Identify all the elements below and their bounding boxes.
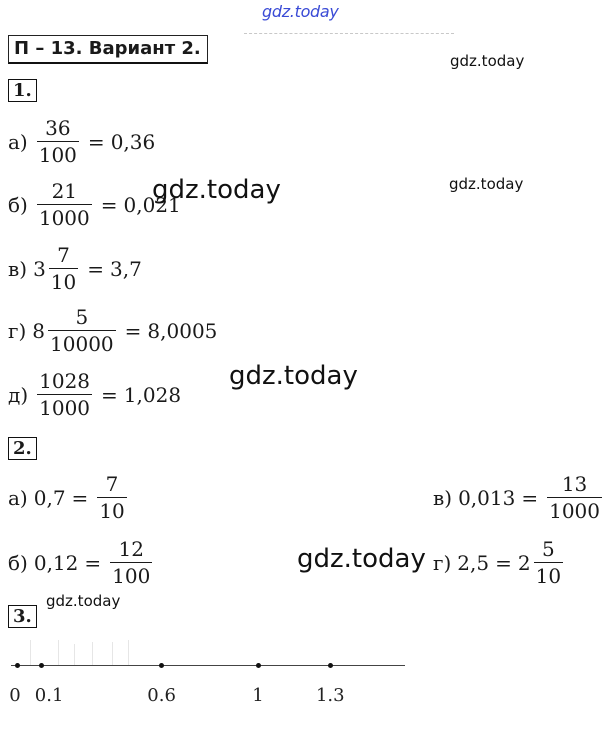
whole-part: 8 [32, 318, 46, 343]
equals-sign: = [495, 550, 512, 575]
number-line-label: 1 [252, 685, 264, 706]
number-line-point [328, 663, 333, 668]
fraction [534, 539, 563, 586]
equals-sign: = [100, 192, 118, 217]
item-letter: в) [8, 256, 28, 281]
decimal-value: 0,12 [33, 550, 79, 575]
fraction [37, 181, 92, 228]
equals-sign: = [101, 382, 118, 407]
item-result: 8,0005 [147, 318, 218, 343]
faint-grid-line [128, 640, 129, 666]
whole-part: 3 [33, 256, 46, 281]
equals-sign: = [521, 485, 539, 510]
watermark: gdz.today [46, 592, 121, 610]
item-letter: д) [8, 382, 29, 407]
numerator: 21 [51, 179, 78, 203]
decimal-value: 0,7 [33, 485, 66, 510]
numerator: 13 [561, 472, 588, 496]
task-2-label [8, 438, 37, 460]
denominator: 1000 [38, 206, 90, 230]
numerator: 5 [75, 305, 89, 329]
task-2-item-d [433, 539, 566, 586]
faint-grid-line [92, 642, 93, 666]
watermark: gdz.today [449, 175, 524, 193]
item-letter: б) [8, 192, 28, 217]
task-1-label [8, 80, 37, 102]
item-letter: а) [8, 485, 28, 510]
denominator: 1000 [549, 499, 600, 523]
watermark: gdz.today [450, 52, 525, 70]
whole-part: 2 [517, 550, 531, 575]
numerator: 12 [118, 537, 144, 561]
task-1-item-d [8, 307, 217, 354]
denominator: 100 [112, 564, 151, 588]
fraction [110, 539, 152, 586]
axis-line [11, 665, 405, 666]
task-2-item-c [433, 474, 605, 521]
task-2-item-b [8, 539, 155, 586]
numerator: 7 [105, 472, 119, 496]
watermark: gdz.today [297, 544, 426, 574]
task-1-item-c [8, 245, 142, 292]
task-2-item-a [8, 474, 130, 521]
denominator: 10000 [50, 332, 114, 356]
faint-grid-line [30, 640, 31, 666]
task-number: 1. [8, 79, 37, 102]
task-1-item-e [8, 371, 181, 418]
denominator: 100 [38, 143, 77, 167]
number-line-label: 0 [9, 685, 21, 706]
number-line-point [159, 663, 164, 668]
item-letter: г) [8, 318, 27, 343]
number-line-point [15, 663, 20, 668]
fraction [37, 371, 92, 418]
fraction [49, 245, 78, 292]
number-line [0, 630, 606, 730]
page-title: П – 13. Вариант 2. [8, 35, 208, 64]
task-number: 2. [8, 437, 37, 460]
fraction [547, 474, 602, 521]
item-letter: в) [433, 485, 453, 510]
equals-sign: = [87, 129, 105, 154]
watermark: gdz.today [229, 361, 358, 391]
number-line-point [39, 663, 44, 668]
denominator: 10 [99, 499, 125, 523]
item-result: 1,028 [123, 382, 182, 407]
equals-sign: = [84, 550, 102, 575]
denominator: 1000 [39, 396, 91, 420]
fraction [37, 118, 79, 165]
number-line-label: 0.1 [34, 685, 64, 706]
watermark-top: gdz.today [262, 2, 339, 21]
item-letter: б) [8, 550, 28, 575]
numerator: 1028 [39, 369, 91, 393]
number-line-point [256, 663, 261, 668]
faint-grid-line [112, 642, 113, 666]
number-line-label: 1.3 [315, 685, 345, 706]
item-result: 0,021 [123, 192, 181, 217]
numerator: 7 [57, 243, 70, 267]
item-result: 0,36 [110, 129, 156, 154]
decimal-value: 2,5 [457, 550, 490, 575]
equals-sign: = [124, 318, 142, 343]
decimal-value: 0,013 [458, 485, 516, 510]
item-letter: г) [433, 550, 452, 575]
fraction [97, 474, 126, 521]
task-1-item-a [8, 118, 155, 165]
faint-grid-line [74, 644, 75, 666]
watermark: gdz.today [152, 175, 281, 205]
equals-sign: = [87, 256, 105, 281]
number-line-label: 0.6 [147, 685, 176, 706]
numerator: 36 [45, 116, 71, 140]
fraction [48, 307, 116, 354]
item-result: 3,7 [110, 256, 142, 281]
equals-sign: = [71, 485, 89, 510]
faint-grid-line [58, 640, 59, 666]
task-number: 3. [8, 605, 37, 628]
dashed-divider [244, 33, 454, 34]
numerator: 5 [541, 537, 555, 561]
denominator: 10 [535, 564, 562, 588]
denominator: 10 [50, 270, 77, 294]
task-3-label [8, 606, 37, 628]
item-letter: а) [8, 129, 28, 154]
